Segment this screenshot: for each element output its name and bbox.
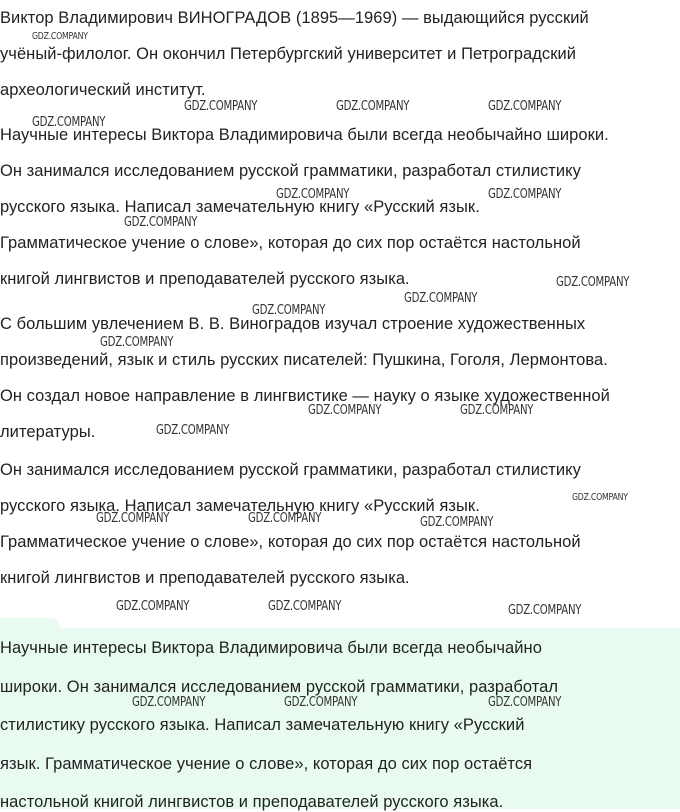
watermark-text: GDZ.COMPANY <box>508 603 582 618</box>
highlighted-text-line: широки. Он занимался исследованием русской грамматики, разработал <box>0 678 559 696</box>
highlighted-text-line: стилистику русского языка. Написал замечательную книгу «Русский <box>0 716 525 734</box>
text-line: Он занимался исследованием русской грамматики, разработал стилистику <box>0 162 581 180</box>
watermark-text: GDZ.COMPANY <box>248 511 322 526</box>
watermark-text: GDZ.COMPANY <box>336 99 410 114</box>
text-line: Грамматическое учение о слове», которая до сих пор остаётся настольной <box>0 234 581 252</box>
watermark-text: GDZ.COMPANY <box>124 215 198 230</box>
watermark-text: GDZ.COMPANY <box>556 275 630 290</box>
watermark-text: GDZ.COMPANY <box>488 695 562 710</box>
watermark-text: GDZ.COMPANY <box>252 303 326 318</box>
watermark-text: GDZ.COMPANY <box>404 291 478 306</box>
text-line: учёный-филолог. Он окончил Петербургский университет и Петроградский <box>0 45 577 63</box>
watermark-text: GDZ.COMPANY <box>276 187 350 202</box>
text-line: археологический институт. <box>0 81 206 99</box>
watermark-text: GDZ.COMPANY <box>572 492 628 503</box>
text-line: Он создал новое направление в лингвистике — науку о языке художественной <box>0 387 610 405</box>
text-line: книгой лингвистов и преподавателей русского языка. <box>0 270 410 288</box>
text-line: русского языка. Написал замечательную книгу «Русский язык. <box>0 198 480 216</box>
text-line: русского языка. Написал замечательную книгу «Русский язык. <box>0 497 480 515</box>
watermark-text: GDZ.COMPANY <box>116 599 190 614</box>
watermark-text: GDZ.COMPANY <box>156 423 230 438</box>
text-line: Научные интересы Виктора Владимировича были всегда необычайно широки. <box>0 126 609 144</box>
highlighted-text-line: Научные интересы Виктора Владимировича были всегда необычайно <box>0 639 542 657</box>
watermark-text: GDZ.COMPANY <box>184 99 258 114</box>
text-line: книгой лингвистов и преподавателей русского языка. <box>0 569 410 587</box>
watermark-text: GDZ.COMPANY <box>420 515 494 530</box>
text-line: произведений, язык и стиль русских писателей: Пушкина, Гоголя, Лермонтова. <box>0 351 608 369</box>
watermark-text: GDZ.COMPANY <box>32 115 106 130</box>
watermark-text: GDZ.COMPANY <box>284 695 358 710</box>
text-line: Он занимался исследованием русской грамматики, разработал стилистику <box>0 461 581 479</box>
highlighted-text-line: настольной книгой лингвистов и преподавателей русского языка. <box>0 793 504 811</box>
watermark-text: GDZ.COMPANY <box>96 511 170 526</box>
watermark-text: GDZ.COMPANY <box>460 403 534 418</box>
text-line: литературы. <box>0 423 96 441</box>
text-line: Грамматическое учение о слове», которая до сих пор остаётся настольной <box>0 533 581 551</box>
watermark-text: GDZ.COMPANY <box>268 599 342 614</box>
watermark-text: GDZ.COMPANY <box>32 31 88 42</box>
watermark-text: GDZ.COMPANY <box>488 99 562 114</box>
watermark-text: GDZ.COMPANY <box>488 187 562 202</box>
watermark-text: GDZ.COMPANY <box>100 335 174 350</box>
watermark-text: GDZ.COMPANY <box>308 403 382 418</box>
highlighted-text-line: язык. Грамматическое учение о слове», которая до сих пор остаётся <box>0 755 533 773</box>
text-line: С большим увлечением В. В. Виноградов изучал строение художественных <box>0 315 586 333</box>
watermark-text: GDZ.COMPANY <box>132 695 206 710</box>
text-line: Виктор Владимирович ВИНОГРАДОВ (1895—1969) — выдающийся русский <box>0 9 589 27</box>
